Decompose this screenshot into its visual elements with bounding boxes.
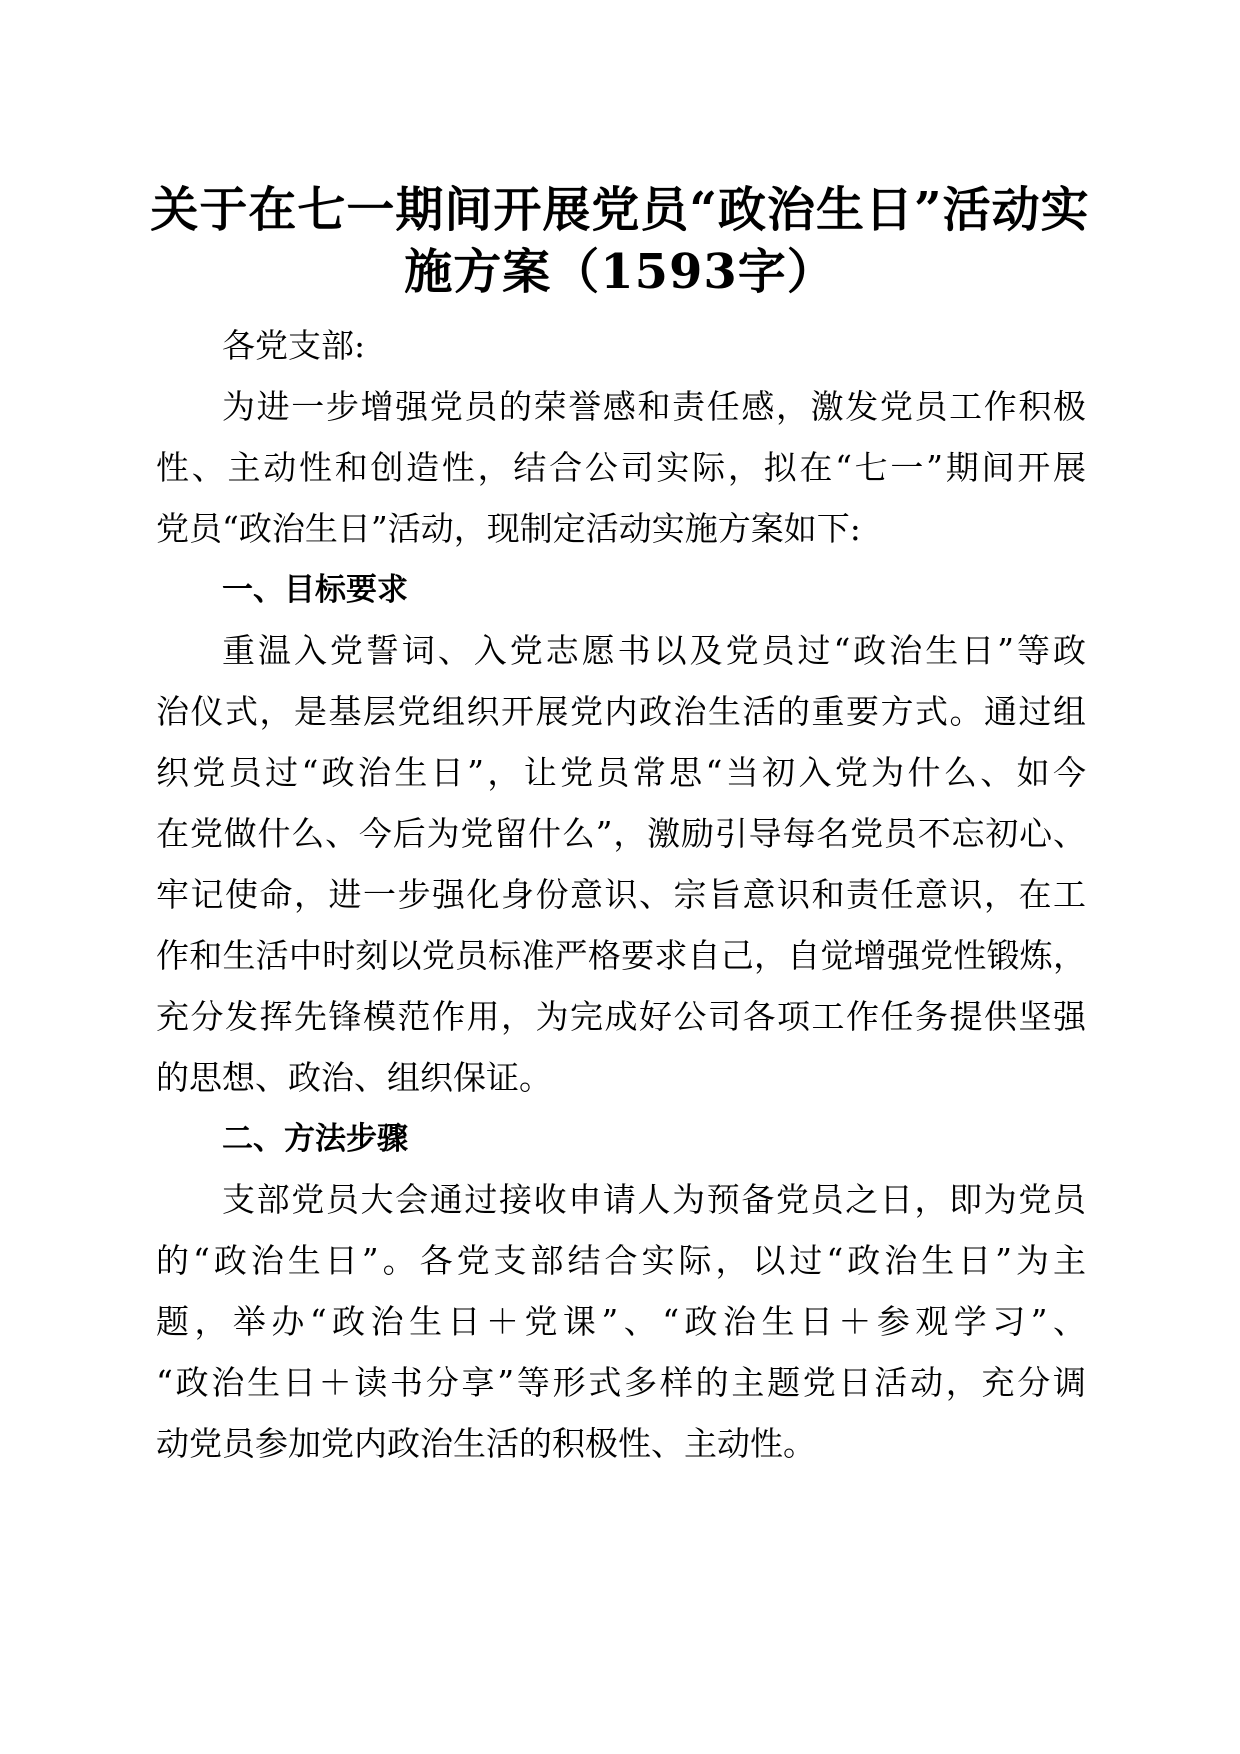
section-1-line: 的思想、政治、组织保证。 xyxy=(156,1058,552,1097)
section-2-line: 的“政治生日”。各党支部结合实际，以过“政治生日”为主 xyxy=(156,1241,1086,1280)
section-heading-steps: 二、方法步骤 xyxy=(222,1121,408,1157)
section-1-line: 重温入党誓词、入党志愿书以及党员过“政治生日”等政 xyxy=(222,631,1086,670)
section-2-line: 题，举办“政治生日＋党课”、“政治生日＋参观学习”、 xyxy=(156,1302,1086,1341)
section-1-line: 织党员过“政治生日”，让党员常思“当初入党为什么、如今 xyxy=(156,753,1086,792)
document-title-line-2: 施方案（1593字） xyxy=(404,244,836,300)
intro-line: 党员“政治生日”活动，现制定活动实施方案如下: xyxy=(156,509,861,548)
section-heading-goals: 一、目标要求 xyxy=(222,572,408,608)
section-1-line: 作和生活中时刻以党员标准严格要求自己，自觉增强党性锻炼， xyxy=(156,936,1086,975)
section-1-line: 牢记使命，进一步强化身份意识、宗旨意识和责任意识，在工 xyxy=(156,875,1086,914)
section-1-line: 充分发挥先锋模范作用，为完成好公司各项工作任务提供坚强 xyxy=(156,997,1086,1036)
document-title-line-1: 关于在七一期间开展党员“政治生日”活动实 xyxy=(150,182,1090,238)
salutation: 各党支部: xyxy=(222,326,366,365)
intro-line: 性、主动性和创造性，结合公司实际，拟在“七一”期间开展 xyxy=(156,448,1086,487)
section-1-line: 在党做什么、今后为党留什么”，激励引导每名党员不忘初心、 xyxy=(156,814,1086,853)
section-2-line: 动党员参加党内政治生活的积极性、主动性。 xyxy=(156,1424,816,1463)
section-2-line: 支部党员大会通过接收申请人为预备党员之日，即为党员 xyxy=(222,1180,1086,1219)
intro-line: 为进一步增强党员的荣誉感和责任感，激发党员工作积极 xyxy=(222,387,1086,426)
section-1-line: 治仪式，是基层党组织开展党内政治生活的重要方式。通过组 xyxy=(156,692,1086,731)
section-2-line: “政治生日＋读书分享”等形式多样的主题党日活动，充分调 xyxy=(156,1363,1086,1402)
